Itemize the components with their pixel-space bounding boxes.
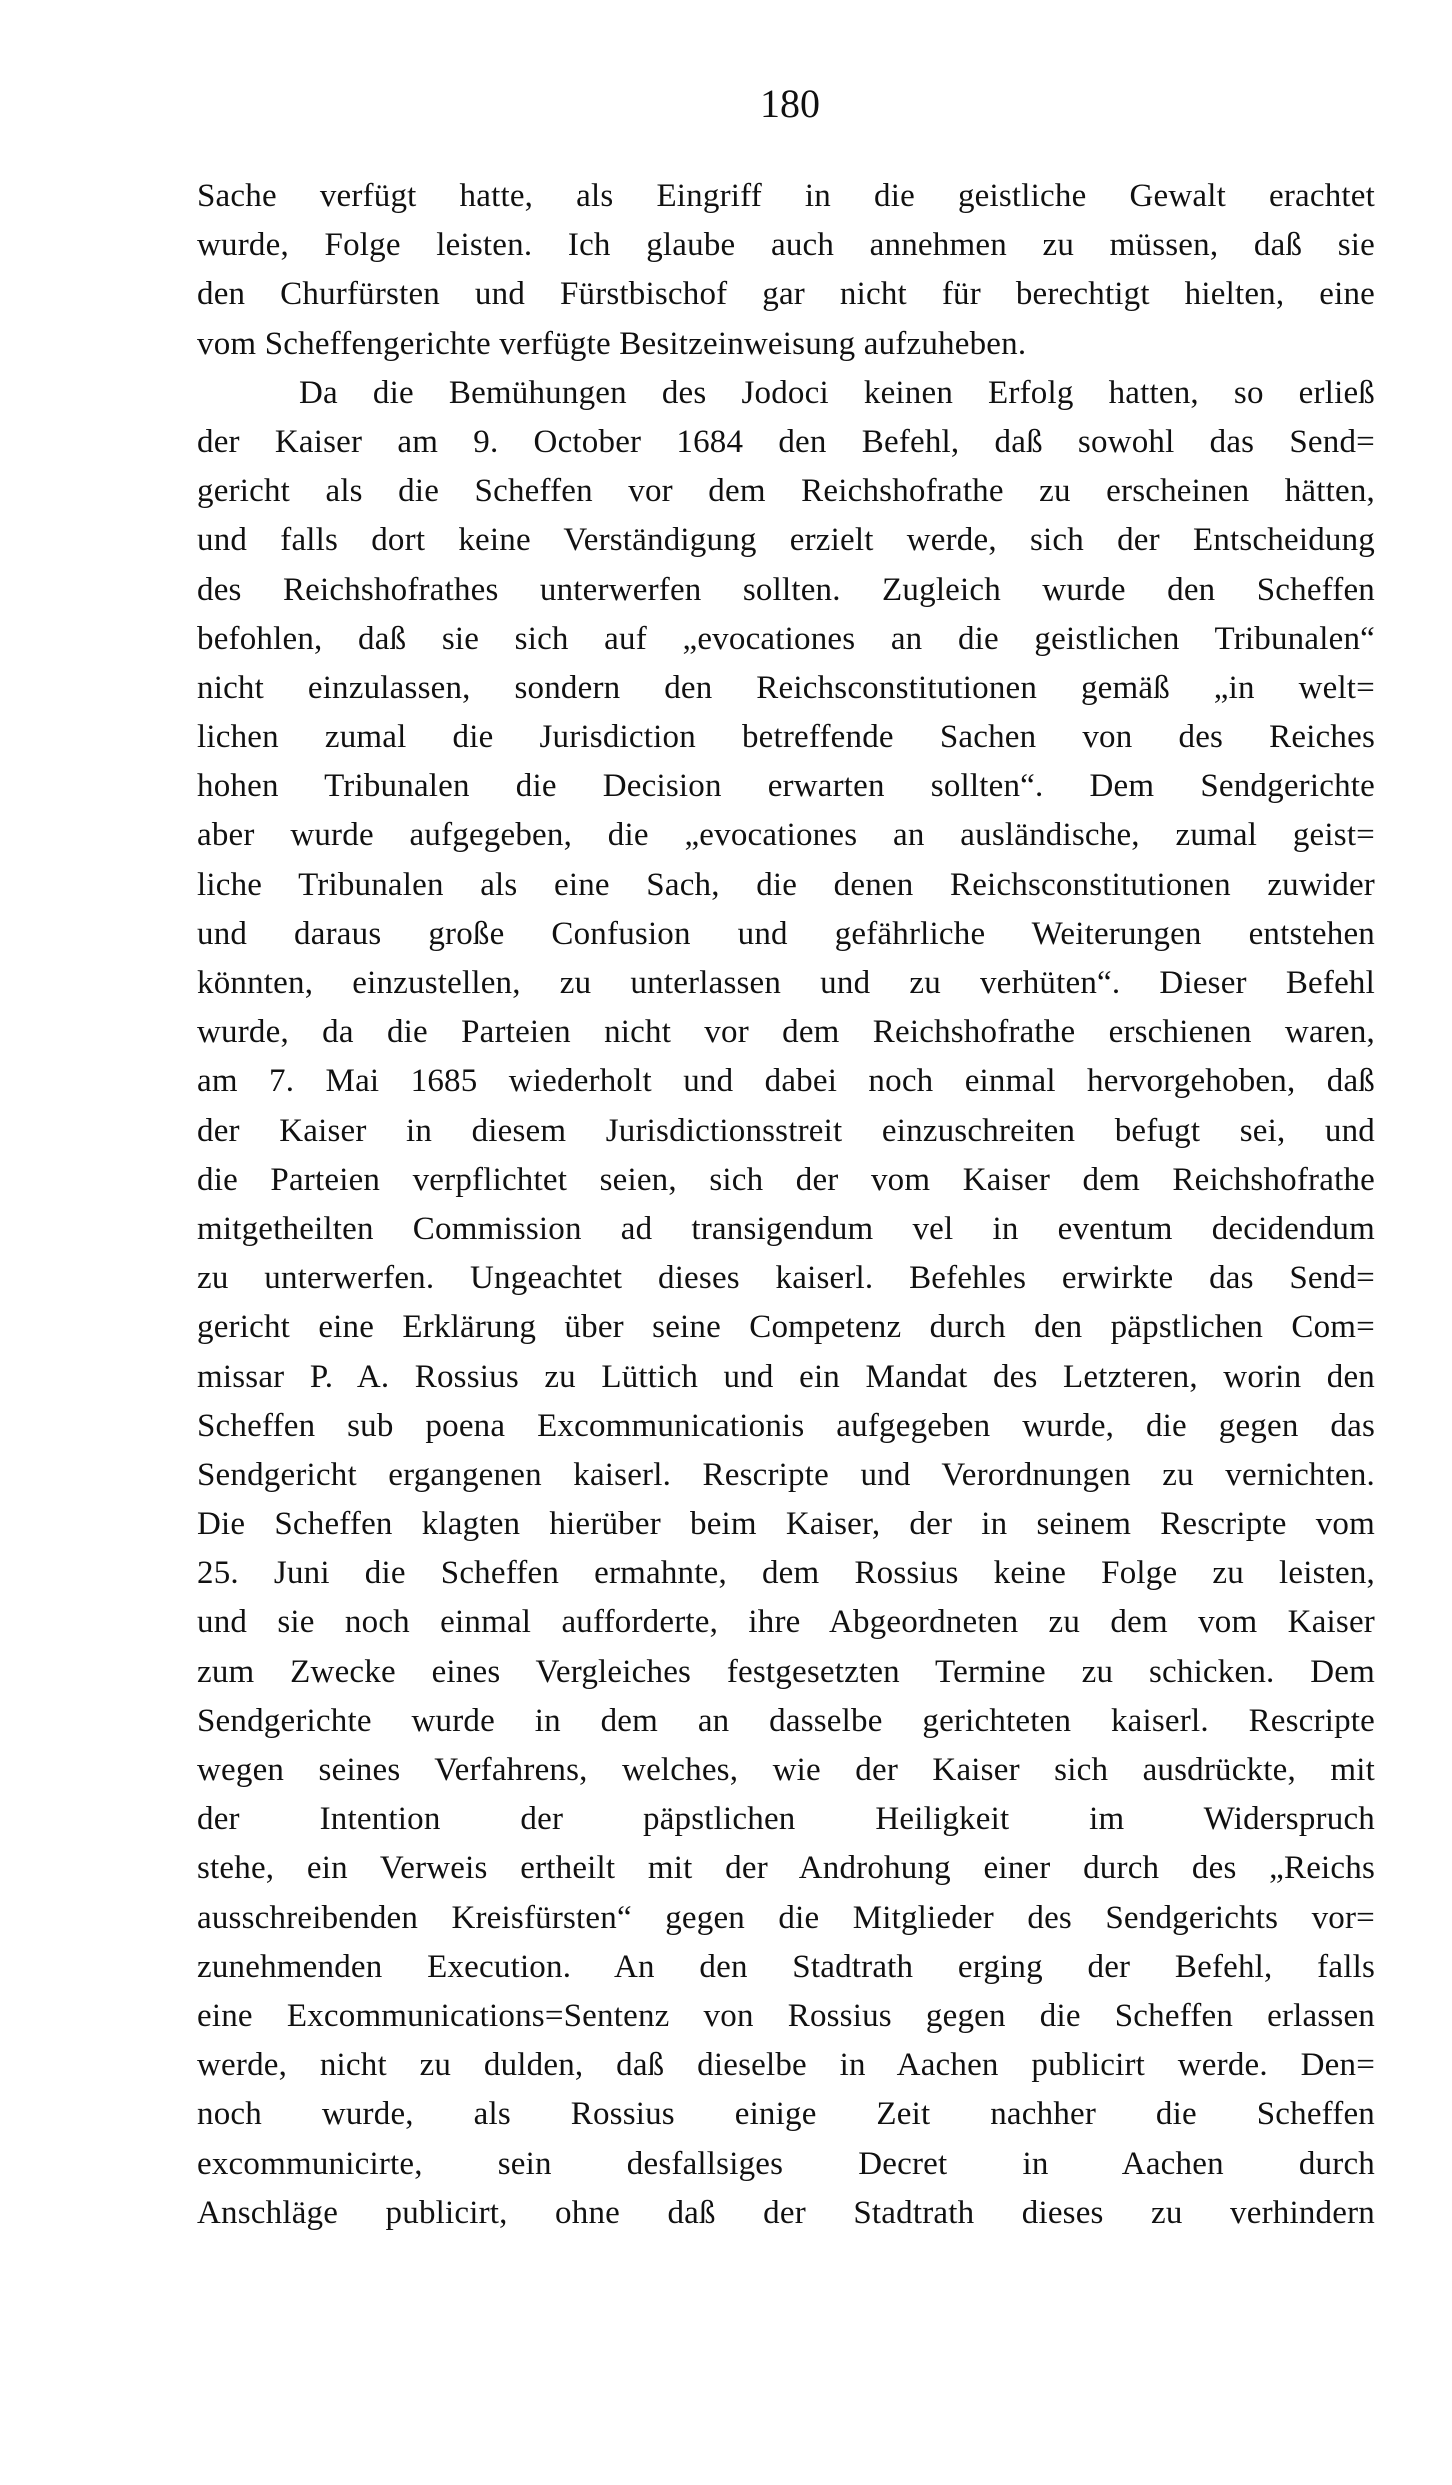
- text-line: lichen zumal die Jurisdiction betreffende Sachen von des Reiches: [197, 719, 1375, 756]
- text-line: der Kaiser in diesem Jurisdictionsstreit einzuschreiten befugt sei, und: [197, 1112, 1375, 1149]
- text-line: wegen seines Verfahrens, welches, wie der Kaiser sich ausdrückte, mit: [197, 1752, 1375, 1788]
- text-line: zum Zwecke eines Vergleiches festgesetzten Termine zu schicken. Dem: [197, 1653, 1375, 1690]
- text-line: liche Tribunalen als eine Sach, die denen Reichsconstitutionen zuwider: [197, 866, 1375, 903]
- text-line: Die Scheffen klagten hierüber beim Kaiser, der in seinem Rescripte vom: [197, 1506, 1375, 1543]
- text-line: des Reichshofrathes unterwerfen sollten. Zugleich wurde den Scheffen: [197, 571, 1375, 608]
- text-line: aber wurde aufgegeben, die „evocationes an ausländische, zumal geist=: [197, 817, 1375, 854]
- text-line: den Churfürsten und Fürstbischof gar nicht für berechtigt hielten, eine: [197, 276, 1375, 313]
- text-line: gericht als die Scheffen vor dem Reichshofrathe zu erscheinen hätten,: [197, 473, 1375, 510]
- text-line: Sendgerichte wurde in dem an dasselbe gerichteten kaiserl. Rescripte: [197, 1702, 1375, 1739]
- text-line: und falls dort keine Verständigung erzielt werde, sich der Entscheidung: [197, 522, 1375, 559]
- text-line: zunehmenden Execution. An den Stadtrath erging der Befehl, falls: [197, 1948, 1375, 1985]
- text-line: Sendgericht ergangenen kaiserl. Rescripte und Verordnungen zu vernichten.: [197, 1456, 1375, 1493]
- text-line: gericht eine Erklärung über seine Competenz durch den päpstlichen Com=: [197, 1309, 1375, 1346]
- text-line: excommunicirte, sein desfallsiges Decret in Aachen durch: [197, 2145, 1375, 2182]
- text-line: ausschreibenden Kreisfürsten“ gegen die Mitglieder des Sendgerichts vor=: [197, 1899, 1375, 1936]
- text-line: Scheffen sub poena Excommunicationis aufgegeben wurde, die gegen das: [197, 1407, 1375, 1444]
- text-line: könnten, einzustellen, zu unterlassen und zu verhüten“. Dieser Befehl: [197, 965, 1375, 1001]
- text-line: werde, nicht zu dulden, daß dieselbe in Aachen publicirt werde. Den=: [197, 2047, 1375, 2084]
- text-line: nicht einzulassen, sondern den Reichsconstitutionen gemäß „in welt=: [197, 669, 1375, 706]
- text-line: 25. Juni die Scheffen ermahnte, dem Rossius keine Folge zu leisten,: [197, 1555, 1375, 1592]
- text-line: missar P. A. Rossius zu Lüttich und ein Mandat des Letzteren, worin den: [197, 1358, 1375, 1395]
- text-line: Da die Bemühungen des Jodoci keinen Erfolg hatten, so erließ: [299, 374, 1375, 411]
- text-line: und daraus große Confusion und gefährliche Weiterungen entstehen: [197, 915, 1375, 952]
- text-line: die Parteien verpflichtet seien, sich der vom Kaiser dem Reichshofrathe: [197, 1161, 1375, 1198]
- text-line: mitgetheilten Commission ad transigendum vel in eventum decidendum: [197, 1210, 1375, 1247]
- text-line: hohen Tribunalen die Decision erwarten sollten“. Dem Sendgerichte: [197, 768, 1375, 805]
- text-line: der Intention der päpstlichen Heiligkeit im Widerspruch: [197, 1801, 1375, 1838]
- text-line: Anschläge publicirt, ohne daß der Stadtrath dieses zu verhindern: [197, 2194, 1375, 2231]
- text-line: noch wurde, als Rossius einige Zeit nachher die Scheffen: [197, 2096, 1375, 2133]
- text-line: Sache verfügt hatte, als Eingriff in die geistliche Gewalt erachtet: [197, 178, 1375, 214]
- text-line: am 7. Mai 1685 wiederholt und dabei noch einmal hervorgehoben, daß: [197, 1063, 1375, 1100]
- text-line: stehe, ein Verweis ertheilt mit der Androhung einer durch des „Reichs: [197, 1850, 1375, 1887]
- text-line: wurde, da die Parteien nicht vor dem Reichshofrathe erschienen waren,: [197, 1014, 1375, 1051]
- text-line: zu unterwerfen. Ungeachtet dieses kaiserl. Befehles erwirkte das Send=: [197, 1260, 1375, 1297]
- text-line: und sie noch einmal aufforderte, ihre Abgeordneten zu dem vom Kaiser: [197, 1604, 1375, 1641]
- text-line: der Kaiser am 9. October 1684 den Befehl, daß sowohl das Send=: [197, 423, 1375, 460]
- body-text: [197, 172, 1375, 2238]
- page-number: 180: [760, 81, 820, 126]
- text-line: eine Excommunications=Sentenz von Rossius gegen die Scheffen erlassen: [197, 1997, 1375, 2034]
- text-line: vom Scheffengerichte verfügte Besitzeinweisung aufzuheben.: [197, 325, 1027, 362]
- text-line: wurde, Folge leisten. Ich glaube auch annehmen zu müssen, daß sie: [197, 227, 1375, 264]
- text-line: befohlen, daß sie sich auf „evocationes an die geistlichen Tribunalen“: [197, 620, 1375, 657]
